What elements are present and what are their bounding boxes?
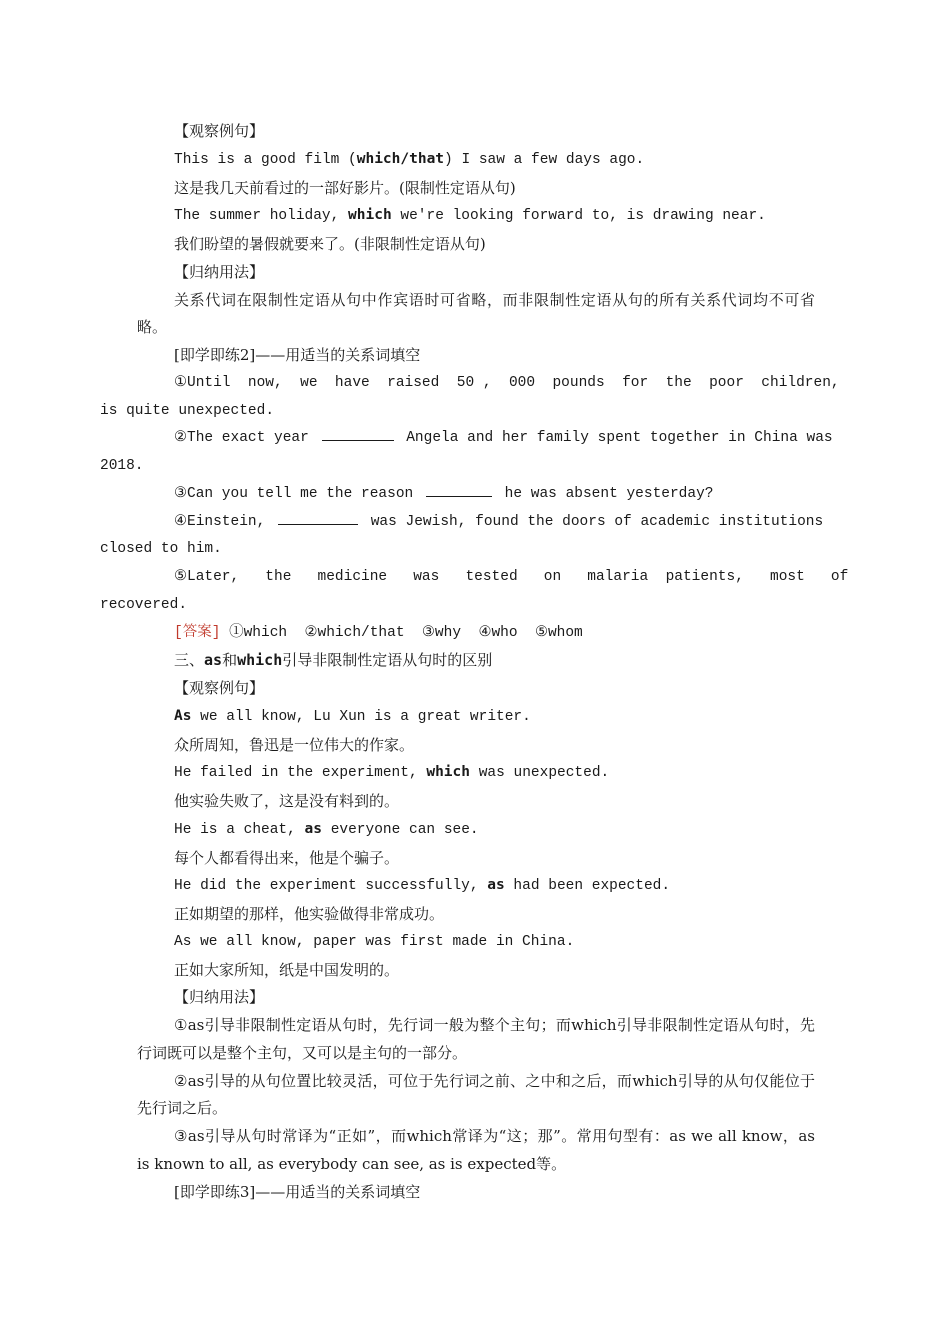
answer-blank[interactable]: [278, 510, 358, 525]
practice-question: ①Until now, we have raised 50 , 000 pounds for the poor children, is quite unexpected.: [100, 374, 840, 419]
answer-blank[interactable]: [426, 482, 492, 497]
example-sentence: This is a good film (which/that) I saw a few days ago.: [174, 150, 645, 168]
answer-blank[interactable]: [322, 426, 394, 441]
example-translation: 他实验失败了，这是没有料到的。: [174, 792, 400, 810]
usage-heading: 【归纳用法】: [174, 988, 265, 1007]
answer-line: [答案] ①which ②which/that ③why ④who ⑤whom: [174, 624, 583, 641]
document-page: [100, 118, 849, 1206]
example-sentence: As we all know, Lu Xun is a great writer.: [174, 707, 531, 725]
example-translation: 众所周知，鲁迅是一位伟大的作家。: [174, 735, 415, 754]
answer-label: [答案]: [174, 624, 221, 641]
example-sentence: He is a cheat, as everyone can see.: [174, 820, 479, 838]
practice-heading: [即学即练2]——用适当的关系词填空: [174, 346, 421, 364]
section-title: 三、as和which引导非限制性定语从句时的区别: [174, 651, 493, 670]
usage-point: ①as引导非限制性定语从句时，先行词一般为整个主句；而which引导非限制性定语从句时，先行词既可以是整个主句，又可以是主句的一部分。: [137, 1016, 815, 1062]
usage-heading: 【归纳用法】: [174, 262, 265, 281]
example-sentence: The summer holiday, which we're looking forward to, is drawing near.: [174, 207, 766, 225]
usage-point: ②as引导的从句位置比较灵活，可位于先行词之前、之中和之后，而which引导的从句仅能位于先行词之后。: [137, 1071, 815, 1118]
example-sentence: He did the experiment successfully, as had been expected.: [174, 877, 671, 895]
example-translation: 正如大家所知，纸是中国发明的。: [174, 960, 400, 979]
example-translation: 我们盼望的暑假就要来了。(非限制性定语从句): [174, 235, 486, 253]
example-sentence: He failed in the experiment, which was unexpected.: [174, 764, 610, 782]
practice-question: ②The exact year Angela and her family spent together in China was 2018.: [137, 425, 815, 481]
example-translation: 正如期望的那样，他实验做得非常成功。: [174, 905, 445, 923]
example-translation: 这是我几天前看过的一部好影片。(限制性定语从句): [174, 178, 516, 197]
usage-point: ③as引导从句时常译为“正如”，而which常译为“这；那”。常用句型有：as we all know，as is known to all, as everybody can see, as is expected等。: [137, 1127, 815, 1173]
example-translation: 每个人都看得出来，他是个骗子。: [174, 848, 400, 867]
practice-question: ⑤Later, the medicine was tested on malaria patients, most of recovered.: [100, 569, 849, 613]
observe-heading: 【观察例句】: [174, 122, 265, 140]
practice-question: ④Einstein, was Jewish, found the doors of academic institutions closed to him.: [137, 509, 815, 565]
example-sentence: As we all know, paper was first made in China.: [174, 933, 575, 950]
usage-text: 关系代词在限制性定语从句中作宾语时可省略，而非限制性定语从句的所有关系代词均不可省略。: [137, 290, 815, 337]
practice-heading: [即学即练3]——用适当的关系词填空: [174, 1182, 421, 1201]
observe-heading: 【观察例句】: [174, 679, 265, 697]
practice-question: ③Can you tell me the reason he was absent yesterday?: [137, 481, 815, 509]
